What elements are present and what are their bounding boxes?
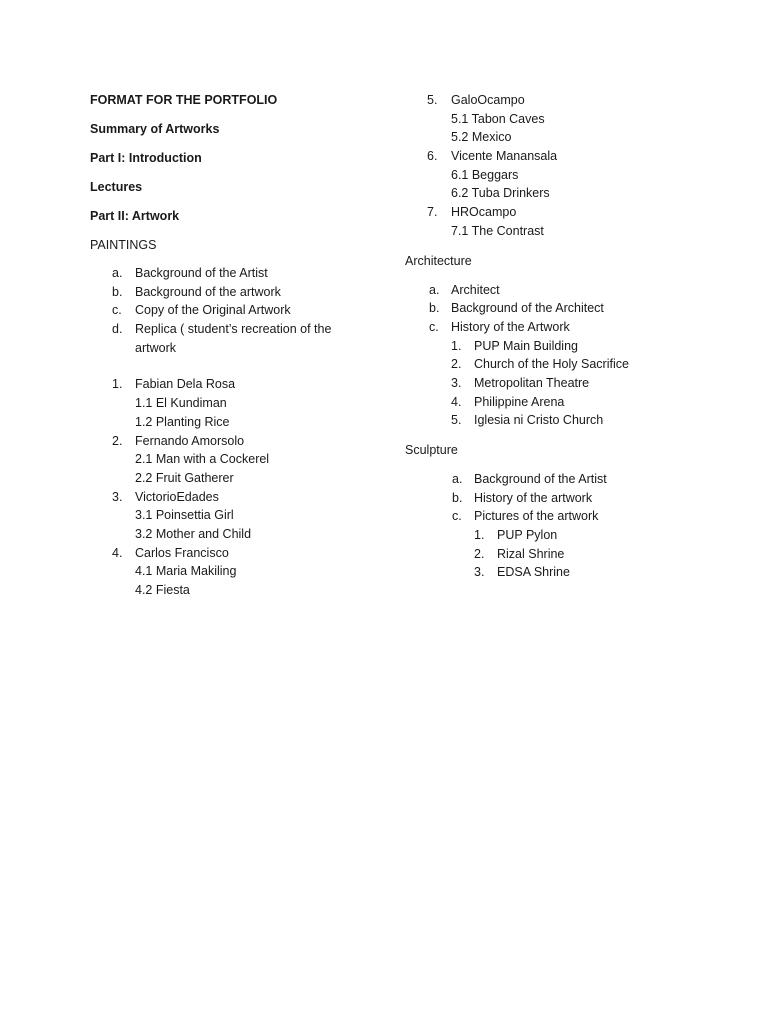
list-item (405, 526, 705, 545)
list-marker: 7. (427, 205, 438, 220)
list-item-text: Architect (451, 282, 500, 297)
list-item (405, 147, 705, 166)
artwork-title: 6.1 Beggars (451, 167, 519, 182)
paintings-criteria-list (90, 264, 390, 357)
list-item-text: Pictures of the artwork (474, 509, 599, 524)
list-item (90, 320, 390, 357)
document-title: FORMAT FOR THE PORTFOLIO (90, 93, 278, 107)
painters-list (90, 375, 390, 599)
list-item (405, 299, 705, 318)
heading-sculpture: Sculpture (405, 443, 458, 457)
list-item (405, 355, 705, 374)
list-item (90, 581, 390, 600)
list-marker: c. (452, 509, 462, 524)
list-marker: a. (429, 282, 440, 297)
list-item (405, 563, 705, 582)
list-item (405, 128, 705, 147)
artwork-title: 2.2 Fruit Gatherer (135, 470, 234, 485)
list-marker: b. (429, 301, 440, 316)
artwork-title: 5.2 Mexico (451, 130, 512, 145)
list-item (90, 488, 390, 507)
sculpture-name: PUP Pylon (497, 528, 558, 543)
list-item-text: Background of the artwork (135, 284, 281, 299)
list-item (405, 110, 705, 129)
list-item (90, 450, 390, 469)
list-marker: d. (112, 322, 123, 337)
list-item (405, 203, 705, 222)
artwork-title: 6.2 Tuba Drinkers (451, 186, 550, 201)
list-item (405, 318, 705, 337)
right-column (405, 91, 705, 582)
artist-name: Fabian Dela Rosa (135, 377, 236, 392)
list-marker: c. (112, 303, 122, 318)
list-marker: 6. (427, 149, 438, 164)
list-item (90, 562, 390, 581)
list-marker: 1. (112, 377, 123, 392)
building-name: Philippine Arena (474, 394, 565, 409)
left-column (90, 91, 390, 600)
artwork-title: 3.1 Poinsettia Girl (135, 508, 234, 523)
list-marker: 3. (474, 565, 485, 580)
list-marker: a. (452, 472, 463, 486)
list-item-text: Background of the Architect (451, 301, 604, 316)
artist-name: Carlos Francisco (135, 545, 229, 560)
list-marker: 1. (451, 338, 462, 353)
sculpture-list (405, 470, 705, 582)
artist-name: Vicente Manansala (451, 149, 558, 164)
list-item (90, 413, 390, 432)
building-name: Iglesia ni Cristo Church (474, 413, 604, 428)
list-item (405, 166, 705, 185)
heading-architecture: Architecture (405, 253, 472, 268)
list-item (405, 337, 705, 356)
list-item-text: Copy of the Original Artwork (135, 303, 291, 318)
artist-name: VictorioEdades (135, 489, 219, 504)
list-marker: b. (112, 284, 123, 299)
list-item (90, 432, 390, 451)
list-item (90, 469, 390, 488)
list-marker: b. (452, 490, 463, 505)
list-item (405, 393, 705, 412)
artist-name: HROcampo (451, 205, 517, 220)
list-marker: 5. (427, 93, 438, 107)
sculpture-name: Rizal Shrine (497, 546, 565, 561)
list-marker: 4. (112, 545, 123, 560)
list-marker: 2. (474, 546, 485, 561)
list-item (90, 506, 390, 525)
artwork-title: 1.2 Planting Rice (135, 414, 230, 429)
heading-part-2: Part II: Artwork (90, 209, 180, 223)
list-item (405, 470, 705, 489)
list-item (405, 489, 705, 508)
heading-part-1: Part I: Introduction (90, 151, 202, 165)
list-item (405, 222, 705, 241)
list-marker: a. (112, 266, 123, 280)
artwork-title: 4.2 Fiesta (135, 583, 190, 598)
list-item (405, 507, 705, 526)
artwork-title: 3.2 Mother and Child (135, 526, 252, 541)
list-marker: 3. (112, 489, 123, 504)
list-item (90, 375, 390, 394)
list-item-text: Background of the Artist (135, 266, 268, 280)
list-item (405, 411, 705, 430)
artwork-title: 7.1 The Contrast (451, 223, 544, 238)
building-name: Church of the Holy Sacrifice (474, 357, 629, 372)
sculpture-name: EDSA Shrine (497, 565, 570, 580)
artwork-title: 1.1 El Kundiman (135, 396, 227, 411)
list-item (90, 544, 390, 563)
list-item (90, 525, 390, 544)
heading-paintings: PAINTINGS (90, 238, 157, 252)
artwork-title: 4.1 Maria Makiling (135, 564, 237, 579)
list-item-text: Replica ( student’s recreation of the artwork (135, 322, 332, 355)
list-item (405, 545, 705, 564)
artist-name: GaloOcampo (451, 93, 525, 107)
list-item (90, 283, 390, 302)
artist-name: Fernando Amorsolo (135, 433, 245, 448)
list-marker: 2. (451, 357, 462, 372)
list-item (90, 264, 390, 283)
artwork-title: 5.1 Tabon Caves (451, 111, 545, 126)
list-marker: 2. (112, 433, 123, 448)
heading-lectures: Lectures (90, 180, 143, 194)
artwork-title: 2.1 Man with a Cockerel (135, 452, 270, 467)
list-marker: c. (429, 319, 439, 334)
architecture-list (405, 281, 705, 431)
heading-summary: Summary of Artworks (90, 122, 220, 136)
list-item (90, 301, 390, 320)
list-marker: 5. (451, 413, 462, 428)
list-item (405, 281, 705, 300)
list-item-text: History of the artwork (474, 490, 593, 505)
list-marker: 3. (451, 375, 462, 390)
list-item (405, 91, 705, 110)
list-item (405, 374, 705, 393)
list-marker: 1. (474, 528, 485, 543)
list-item (405, 184, 705, 203)
building-name: PUP Main Building (474, 338, 578, 353)
list-item-text: History of the Artwork (451, 319, 570, 334)
building-name: Metropolitan Theatre (474, 375, 590, 390)
list-item (90, 394, 390, 413)
painters-list-continued (405, 91, 705, 241)
list-marker: 4. (451, 394, 462, 409)
list-item-text: Background of the Artist (474, 472, 607, 486)
